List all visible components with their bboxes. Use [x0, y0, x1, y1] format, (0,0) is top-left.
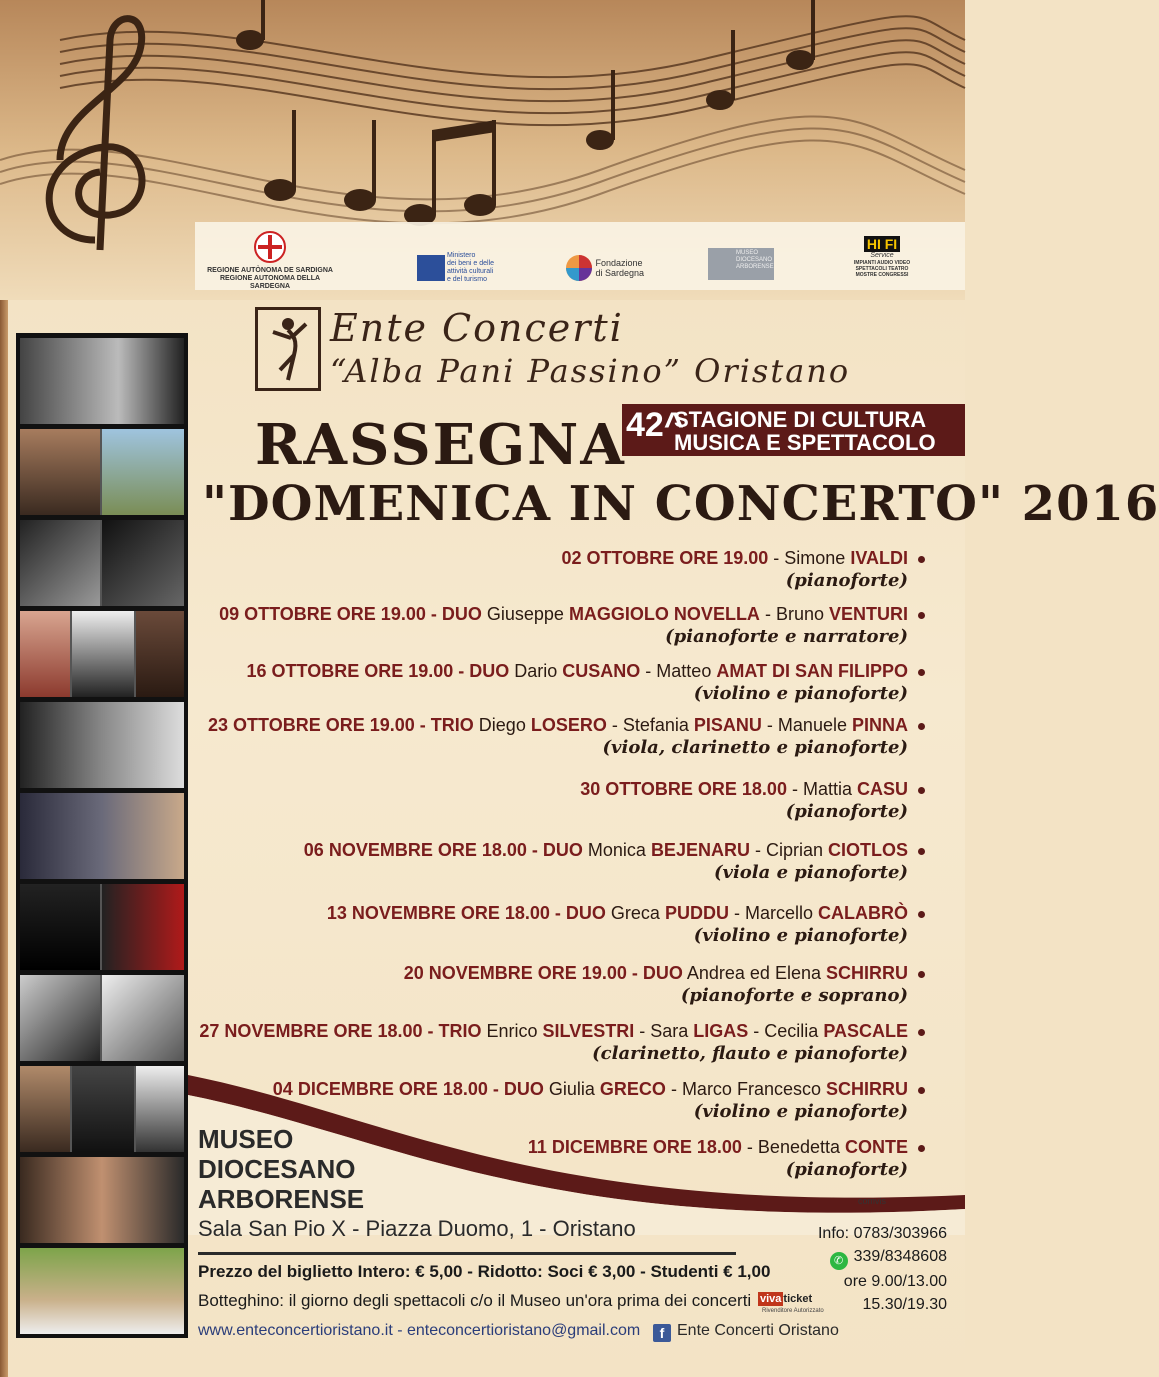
concert-details: 09 OTTOBRE ORE 19.00 - DUO Giuseppe MAGGIOLO NOVELLA - Bruno VENTURI — [219, 602, 925, 626]
performer-last-name: CONTE — [845, 1137, 908, 1157]
sponsor-museo-line3: ARBORENSE — [736, 264, 774, 270]
season-line2: MUSICA E SPETTACOLO — [674, 430, 936, 455]
bullet-icon — [918, 669, 925, 676]
season-line1: STAGIONE DI CULTURA — [674, 407, 927, 432]
sponsor-ministero-line2: dei beni e delle — [446, 260, 495, 267]
concert-date: 09 OTTOBRE ORE 19.00 — [219, 604, 426, 624]
performer-first-name: Enrico — [486, 1021, 543, 1041]
performer-photo — [20, 520, 184, 606]
performer-last-name: AMAT DI SAN FILIPPO — [716, 661, 908, 681]
concert-details: 11 DICEMBRE ORE 18.00 - Benedetta CONTE — [528, 1135, 925, 1159]
sponsor-hifi-line4: SPETTACOLI TEATRO — [855, 266, 909, 272]
website-email-link[interactable]: www.enteconcertioristano.it - enteconcertioristano@gmail.com — [198, 1322, 641, 1339]
info-mobile-number: 339/8348608 — [853, 1248, 947, 1265]
performer-first-name: Marcello — [744, 903, 818, 923]
sponsor-ministero — [417, 252, 494, 284]
divider — [198, 1252, 736, 1255]
concert-date: 02 OTTOBRE ORE 19.00 — [561, 548, 769, 568]
concert-details: 30 OTTOBRE ORE 18.00 - Mattia CASU — [580, 777, 925, 801]
concert-date: 23 OTTOBRE ORE 19.00 — [208, 715, 415, 735]
sponsor-fondazione — [565, 254, 644, 282]
sponsor-ministero-line3: attività culturali — [446, 268, 494, 275]
performer-last-name: PASCALE — [823, 1021, 908, 1041]
concert-date: 04 DICEMBRE ORE 18.00 — [272, 1079, 488, 1099]
concert-date: 06 NOVEMBRE ORE 18.00 — [303, 840, 527, 860]
organizer-subtitle: “Alba Pani Passino” Oristano — [330, 352, 851, 390]
performer-first-name: Giuseppe — [486, 604, 569, 624]
venue-line3: ARBORENSE — [198, 1184, 365, 1214]
performer-last-name: VENTURI — [828, 604, 908, 624]
sponsor-ministero-line1: Ministero — [446, 252, 476, 259]
performer-first-name: Andrea ed Elena — [686, 963, 826, 983]
concert-details: 20 NOVEMBRE ORE 19.00 - DUO Andrea ed Elena SCHIRRU — [404, 961, 925, 985]
performer-photo — [20, 429, 184, 515]
concert-ensemble: DUO — [503, 1079, 544, 1099]
performer-first-name: Greca — [610, 903, 665, 923]
vivaticket-part2: ticket — [783, 1293, 813, 1305]
performer-photo — [20, 1066, 184, 1152]
performer-first-name: Monica — [587, 840, 651, 860]
sponsor-museo — [708, 248, 774, 280]
bullet-icon — [918, 1145, 925, 1152]
concert-details: 04 DICEMBRE ORE 18.00 - DUO Giulia GRECO - Marco Francesco SCHIRRU — [273, 1077, 925, 1101]
concert-instruments: (violino e pianoforte) — [693, 1101, 908, 1122]
concert-instruments: (pianoforte) — [785, 801, 908, 822]
concert-ensemble: DUO — [542, 840, 583, 860]
performer-last-name: PINNA — [851, 715, 908, 735]
sponsor-hifi — [850, 236, 914, 278]
whatsapp-icon: ✆ — [830, 1252, 848, 1270]
performer-photo — [20, 611, 184, 697]
concert-details: 23 OTTOBRE ORE 19.00 - TRIO Diego LOSERO - Stefania PISANU - Manuele PINNA — [208, 713, 925, 737]
performer-last-name: MAGGIOLO NOVELLA — [568, 604, 760, 624]
performer-first-name: Matteo — [656, 661, 717, 681]
sponsor-museo-line2: DIOCESANO — [736, 257, 773, 263]
bullet-icon — [918, 971, 925, 978]
concert-instruments: (violino e pianoforte) — [693, 925, 908, 946]
sponsor-ministero-line4: e del turismo — [446, 276, 488, 283]
concert-instruments: (pianoforte) — [785, 1159, 908, 1180]
bullet-icon — [918, 1087, 925, 1094]
concert-date: 20 NOVEMBRE ORE 19.00 — [403, 963, 627, 983]
venue-name — [198, 1124, 364, 1214]
concert-instruments: (viola e pianoforte) — [713, 862, 908, 883]
concert-ensemble: DUO — [441, 604, 482, 624]
concert-details: 13 NOVEMBRE ORE 18.00 - DUO Greca PUDDU - Marcello CALABRÒ — [327, 901, 925, 925]
performer-last-name: SILVESTRI — [542, 1021, 635, 1041]
performer-photo — [20, 793, 184, 879]
concert-instruments: (clarinetto, flauto e pianoforte) — [592, 1043, 908, 1064]
concert-date: 30 OTTOBRE ORE 18.00 — [580, 779, 787, 799]
vivaticket-note: Rivenditore Autorizzato — [762, 1308, 824, 1314]
performer-last-name: SCHIRRU — [825, 1079, 908, 1099]
performer-first-name: Benedetta — [757, 1137, 845, 1157]
contact-info — [818, 1222, 947, 1316]
concert-instruments: (pianoforte) — [785, 570, 908, 591]
sponsor-fondazione-line1: Fondazione — [595, 258, 643, 268]
concert-instruments: (pianoforte e soprano) — [680, 985, 908, 1006]
performer-first-name: Stefania — [622, 715, 694, 735]
vivaticket-part1: viva — [760, 1293, 782, 1305]
performer-photo — [20, 884, 184, 970]
performer-photo — [20, 338, 184, 424]
sponsor-fondazione-line2: di Sardegna — [595, 268, 645, 278]
title-rassegna: RASSEGNA — [255, 412, 626, 478]
bullet-icon — [918, 911, 925, 918]
design-credit: comvis — [858, 1196, 887, 1206]
concert-ensemble: TRIO — [430, 715, 474, 735]
performer-first-name: Simone — [784, 548, 851, 568]
performer-last-name: LOSERO — [530, 715, 607, 735]
performer-first-name: Diego — [478, 715, 531, 735]
sponsor-hifi-line1: HI FI — [864, 236, 900, 252]
concert-entry — [404, 961, 925, 1007]
performer-last-name: PISANU — [693, 715, 762, 735]
concert-ensemble: DUO — [642, 963, 683, 983]
concert-ensemble: DUO — [469, 661, 510, 681]
concert-date: 11 DICEMBRE ORE 18.00 — [527, 1137, 742, 1157]
organizer-name: Ente Concerti — [330, 306, 624, 350]
performer-first-name: Marco Francesco — [681, 1079, 826, 1099]
info-hours-afternoon: 15.30/19.30 — [862, 1296, 947, 1313]
sponsor-hifi-line3: IMPIANTI AUDIO VIDEO — [853, 260, 911, 266]
sponsor-museo-line1: MUSEO — [736, 250, 759, 256]
box-office-info: Botteghino: il giorno degli spettacoli c/o il Museo un'ora prima dei concerti — [198, 1291, 752, 1310]
concert-entry — [528, 1135, 925, 1181]
concert-entry — [208, 713, 925, 759]
performer-last-name: BEJENARU — [650, 840, 750, 860]
concert-entry — [304, 838, 925, 884]
concert-ensemble: DUO — [565, 903, 606, 923]
bullet-icon — [918, 723, 925, 730]
ticket-price: Prezzo del biglietto Intero: € 5,00 - Ridotto: Soci € 3,00 - Studenti € 1,00 — [198, 1262, 771, 1281]
performer-first-name: Mattia — [802, 779, 857, 799]
performer-last-name: LIGAS — [693, 1021, 749, 1041]
concert-entry — [562, 546, 925, 592]
performer-first-name: Giulia — [548, 1079, 600, 1099]
sponsor-regione-line1: REGIONE AUTÒNOMA DE SARDIGNA — [207, 267, 333, 274]
concert-ensemble: TRIO — [438, 1021, 482, 1041]
info-phone: Info: 0783/303966 — [817, 1225, 947, 1242]
title-event: "DOMENICA IN CONCERTO" 2016 — [202, 476, 1159, 532]
season-number: 42^ — [626, 406, 684, 444]
concert-entry — [273, 1077, 925, 1123]
performer-photo — [20, 702, 184, 788]
performer-last-name: CIOTLOS — [828, 840, 908, 860]
performer-photo — [20, 1248, 184, 1334]
concert-details: 02 OTTOBRE ORE 19.00 - Simone IVALDI — [562, 546, 925, 570]
facebook-icon: f — [653, 1324, 671, 1342]
facebook-link[interactable] — [653, 1322, 839, 1342]
bullet-icon — [918, 612, 925, 619]
concert-entry — [219, 602, 925, 648]
ministero-logo-icon — [417, 255, 445, 281]
venue-line2: DIOCESANO — [198, 1154, 356, 1184]
performer-first-name: Ciprian — [765, 840, 828, 860]
performer-photo — [20, 1157, 184, 1243]
sponsor-regione-line2: REGIONE AUTONOMA DELLA SARDEGNA — [219, 275, 321, 290]
concert-date: 27 NOVEMBRE ORE 18.00 — [199, 1021, 423, 1041]
concert-instruments: (pianoforte e narratore) — [665, 626, 908, 647]
performer-last-name: GRECO — [599, 1079, 666, 1099]
facebook-page-name: Ente Concerti Oristano — [677, 1322, 839, 1339]
sponsor-band — [195, 222, 965, 290]
sponsor-regione — [205, 230, 335, 291]
concert-date: 16 OTTOBRE ORE 19.00 — [246, 661, 454, 681]
concert-instruments: (violino e pianoforte) — [693, 683, 908, 704]
performer-photo-column — [16, 333, 188, 1338]
concert-details: 27 NOVEMBRE ORE 18.00 - TRIO Enrico SILVESTRI - Sara LIGAS - Cecilia PASCALE — [199, 1019, 925, 1043]
bullet-icon — [918, 848, 925, 855]
regione-crest-icon — [252, 230, 288, 264]
sponsor-hifi-line5: MOSTRE CONGRESSI — [855, 272, 909, 278]
season-banner — [622, 404, 965, 456]
sponsor-hifi-line2: Service — [870, 252, 894, 259]
conductor-logo-icon — [255, 307, 321, 391]
performer-last-name: PUDDU — [664, 903, 729, 923]
venue-line1: MUSEO — [198, 1124, 294, 1154]
bullet-icon — [918, 787, 925, 794]
venue-address: Sala San Pio X - Piazza Duomo, 1 - Oristano — [198, 1216, 636, 1241]
concert-entry — [327, 901, 925, 947]
info-mobile — [818, 1245, 947, 1270]
performer-last-name: CUSANO — [562, 661, 641, 681]
performer-first-name: Sara — [650, 1021, 694, 1041]
performer-last-name: CALABRÒ — [818, 903, 908, 923]
performer-last-name: CASU — [856, 779, 908, 799]
concert-instruments: (viola, clarinetto e pianoforte) — [602, 737, 908, 758]
bullet-icon — [918, 1029, 925, 1036]
concert-details: 06 NOVEMBRE ORE 18.00 - DUO Monica BEJENARU - Ciprian CIOTLOS — [304, 838, 925, 862]
concert-date: 13 NOVEMBRE ORE 18.00 — [326, 903, 550, 923]
performer-last-name: SCHIRRU — [825, 963, 908, 983]
concert-entry — [580, 777, 925, 823]
concert-entry — [199, 1019, 925, 1065]
concert-details: 16 OTTOBRE ORE 19.00 - DUO Dario CUSANO - Matteo AMAT DI SAN FILIPPO — [247, 659, 926, 683]
performer-first-name: Dario — [514, 661, 563, 681]
performer-photo — [20, 975, 184, 1061]
concert-entry — [247, 659, 926, 705]
fondazione-logo-icon — [565, 254, 593, 282]
info-hours-morning: ore 9.00/13.00 — [843, 1273, 947, 1290]
performer-first-name: Manuele — [777, 715, 852, 735]
performer-first-name: Bruno — [775, 604, 829, 624]
bullet-icon — [918, 556, 925, 563]
performer-last-name: IVALDI — [850, 548, 908, 568]
performer-first-name: Cecilia — [764, 1021, 824, 1041]
